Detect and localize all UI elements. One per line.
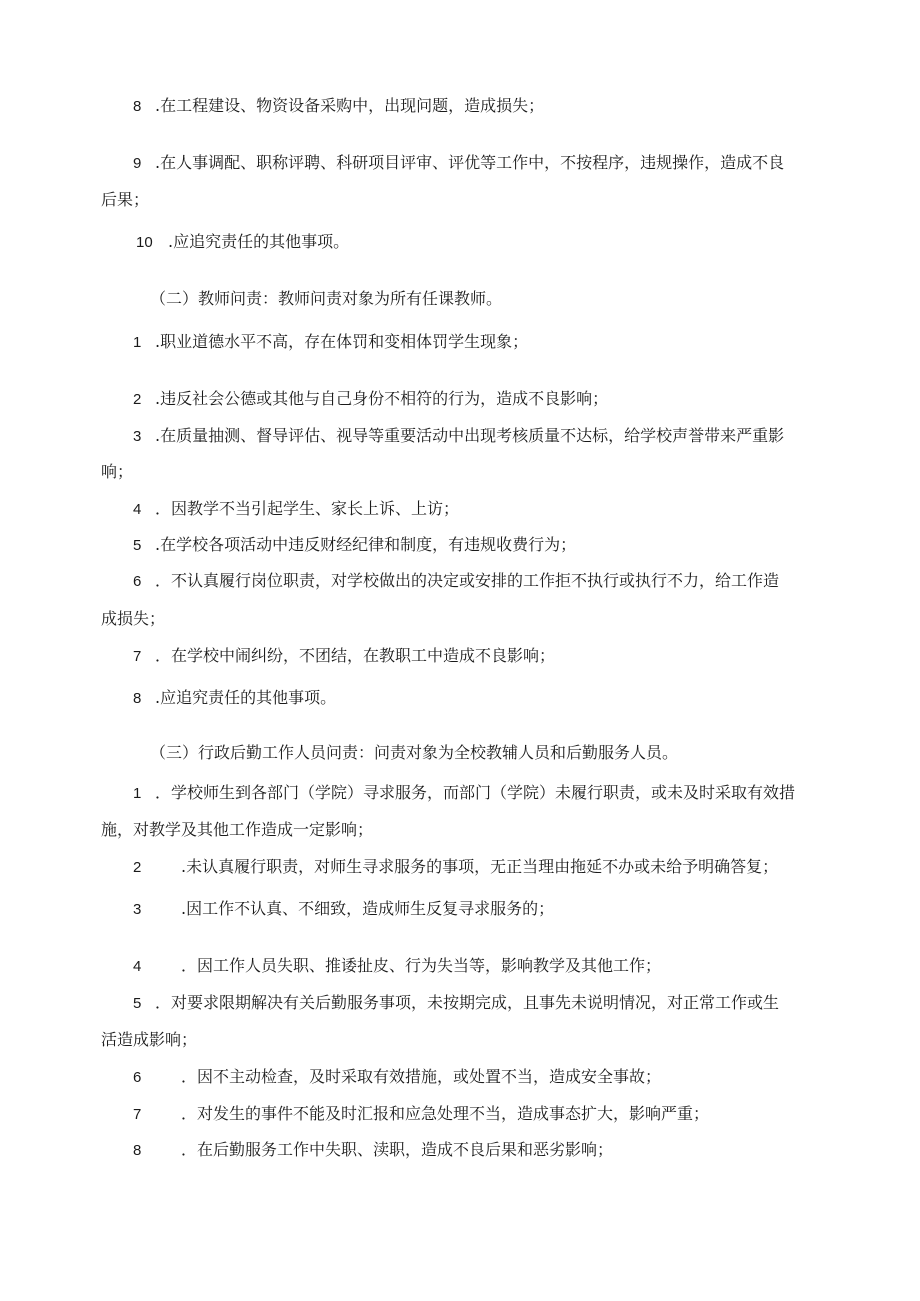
- list-item: [133, 646, 555, 667]
- item-number: 10: [136, 234, 153, 251]
- item-text: .在工程建设、物资设备采购中，出现问题，造成损失；: [155, 96, 545, 115]
- item-number: 4: [133, 958, 142, 975]
- item-number: 3: [133, 901, 142, 918]
- item-text: .在人事调配、职称评聘、科研项目评审、评优等工作中，不按程序，违规操作，造成不良: [155, 153, 785, 172]
- list-item: [133, 857, 778, 878]
- item-text: ．因工作人员失职、推诿扯皮、行为失当等，影响教学及其他工作；: [181, 956, 662, 975]
- list-item: [133, 956, 661, 977]
- item-number: 2: [133, 859, 142, 876]
- section-heading-logistics: （三）行政后勤工作人员问责：问责对象为全校教辅人员和后勤服务人员。: [150, 743, 679, 762]
- item-continuation: 活造成影响；: [101, 1030, 198, 1049]
- list-item: [133, 1067, 661, 1088]
- list-item: [133, 499, 459, 520]
- item-number: 6: [133, 1069, 142, 1086]
- item-continuation: 响；: [101, 462, 134, 481]
- item-number: 7: [133, 1106, 142, 1123]
- item-number: 9: [133, 155, 142, 172]
- item-text: ．对发生的事件不能及时汇报和应急处理不当，造成事态扩大，影响严重；: [181, 1104, 710, 1123]
- item-number: 8: [133, 690, 142, 707]
- list-item: [133, 993, 779, 1014]
- list-item: [133, 1140, 613, 1161]
- item-text: ．对要求限期解决有关后勤服务事项，未按期完成，且事先未说明情况，对正常工作或生: [155, 993, 780, 1012]
- item-number: 5: [133, 537, 142, 554]
- item-text: .职业道德水平不高，存在体罚和变相体罚学生现象；: [155, 332, 529, 351]
- item-continuation: 后果；: [101, 190, 150, 209]
- item-number: 7: [133, 648, 142, 665]
- item-text: ．在后勤服务工作中失职、渎职，造成不良后果和恶劣影响；: [181, 1140, 614, 1159]
- item-number: 6: [133, 573, 142, 590]
- item-text: ．不认真履行岗位职责，对学校做出的决定或安排的工作拒不执行或执行不力，给工作造: [155, 571, 780, 590]
- item-text: ．因教学不当引起学生、家长上诉、上访；: [155, 499, 460, 518]
- list-item: [133, 688, 336, 709]
- list-item: [136, 232, 349, 253]
- list-item: [133, 153, 784, 174]
- list-item: [133, 96, 544, 117]
- item-number: 4: [133, 501, 142, 518]
- item-text: ．因不主动检查，及时采取有效措施，或处置不当，造成安全事故；: [181, 1067, 662, 1086]
- section-heading-teacher: （二）教师问责：教师问责对象为所有任课教师。: [150, 289, 503, 308]
- list-item: [133, 1104, 709, 1125]
- list-item: [133, 571, 779, 592]
- list-item: [133, 426, 784, 447]
- item-text: .违反社会公德或其他与自己身份不相符的行为，造成不良影响；: [155, 389, 609, 408]
- list-item: [133, 783, 795, 804]
- item-number: 8: [133, 98, 142, 115]
- item-number: 5: [133, 995, 142, 1012]
- item-continuation: 施，对教学及其他工作造成一定影响；: [101, 820, 374, 839]
- list-item: [133, 332, 528, 353]
- item-text: .应追究责任的其他事项。: [155, 688, 337, 707]
- item-text: ．学校师生到各部门（学院）寻求服务，而部门（学院）未履行职责，或未及时采取有效措: [155, 783, 796, 802]
- item-text: .在质量抽测、督导评估、视导等重要活动中出现考核质量不达标，给学校声誉带来严重影: [155, 426, 785, 445]
- item-text: ．在学校中闹纠纷，不团结，在教职工中造成不良影响；: [155, 646, 556, 665]
- item-text: .因工作不认真、不细致，造成师生反复寻求服务的；: [181, 899, 555, 918]
- list-item: [133, 535, 576, 556]
- item-number: 1: [133, 785, 142, 802]
- item-text: .在学校各项活动中违反财经纪律和制度，有违规收费行为；: [155, 535, 577, 554]
- item-text: .未认真履行职责，对师生寻求服务的事项，无正当理由拖延不办或未给予明确答复；: [181, 857, 779, 876]
- item-number: 2: [133, 391, 142, 408]
- item-number: 1: [133, 334, 142, 351]
- list-item: [133, 389, 608, 410]
- item-number: 8: [133, 1142, 142, 1159]
- item-continuation: 成损失；: [101, 609, 166, 628]
- item-text: .应追究责任的其他事项。: [168, 232, 350, 251]
- list-item: [133, 899, 554, 920]
- item-number: 3: [133, 428, 142, 445]
